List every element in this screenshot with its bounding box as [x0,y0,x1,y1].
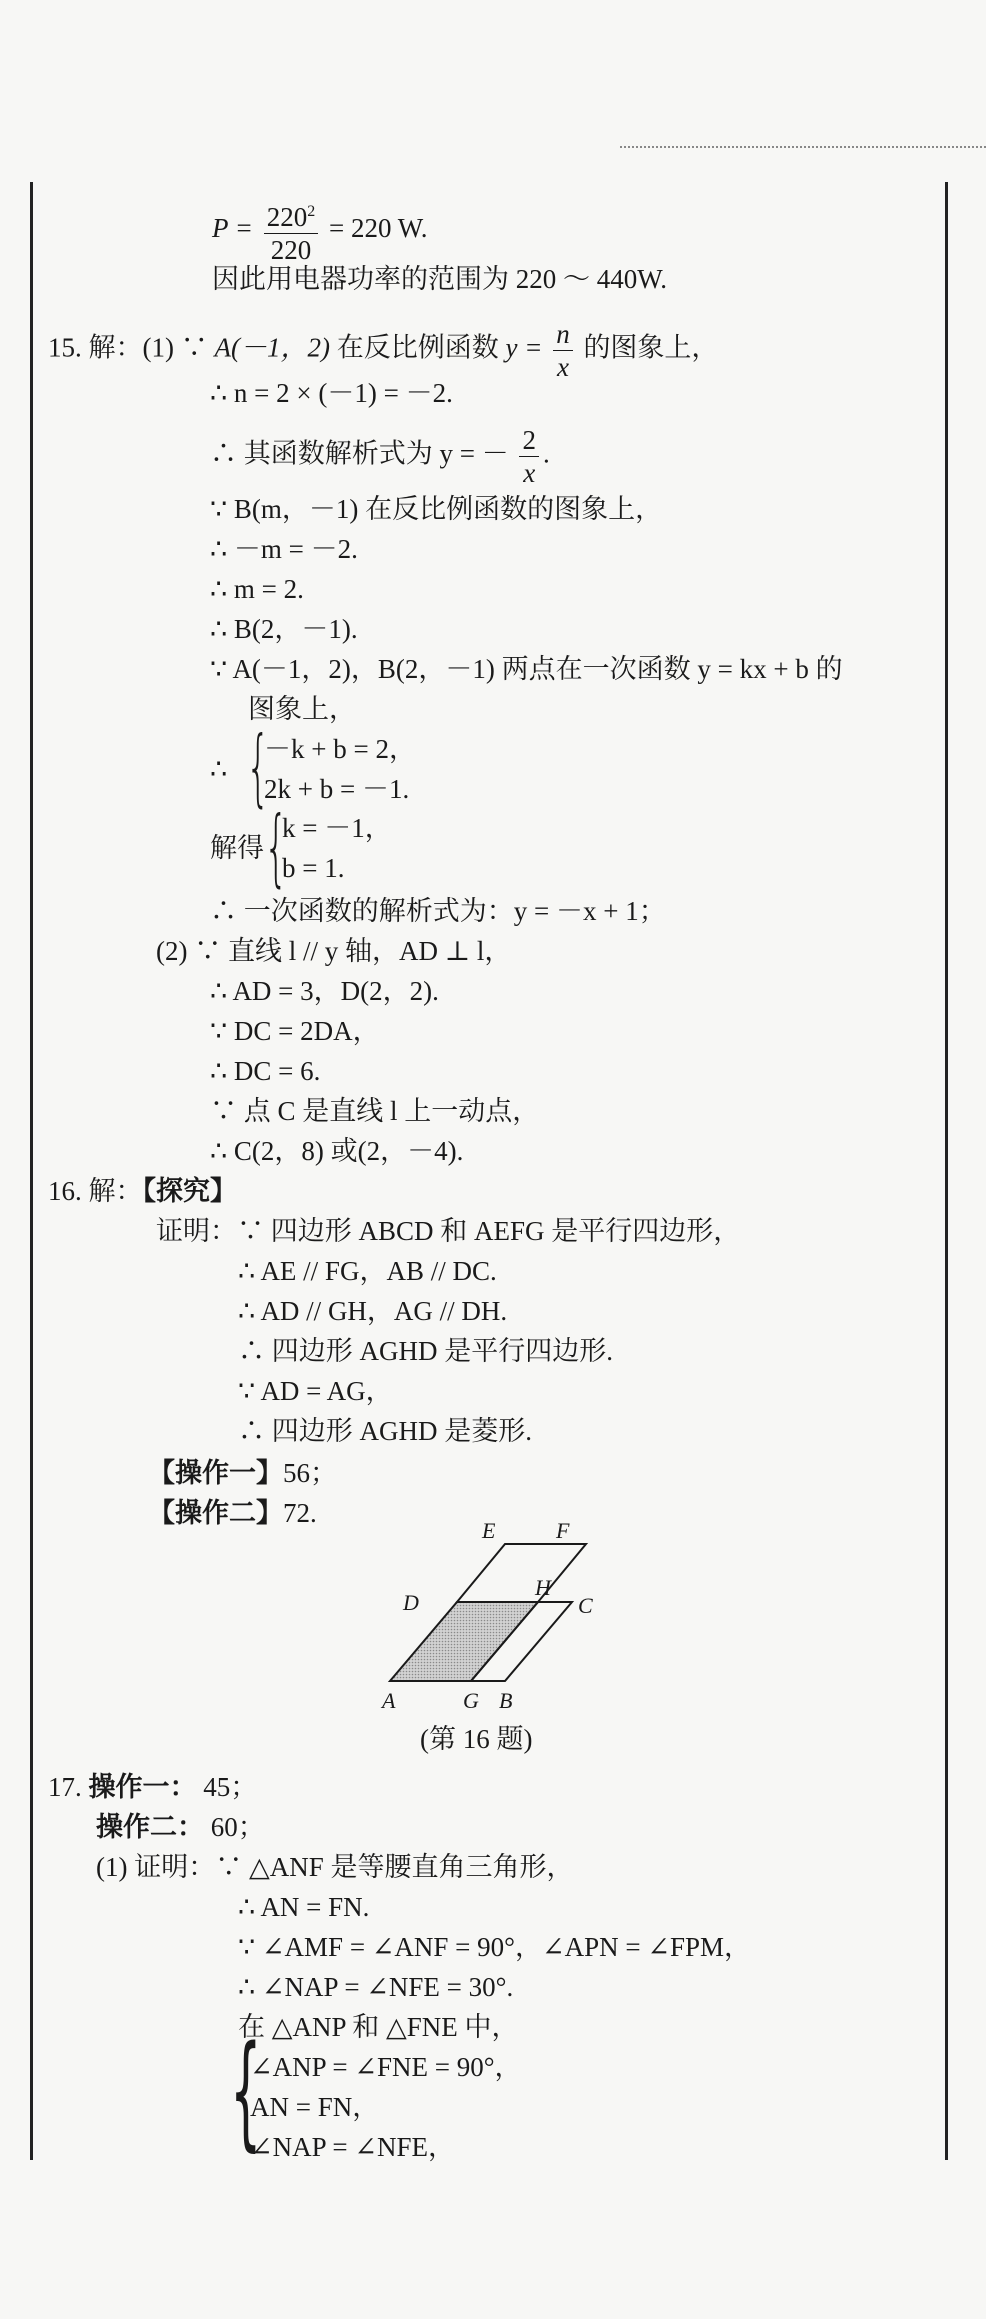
system2-eq2: b = 1. [282,853,345,883]
system2-eq1: k = －1， [282,813,392,843]
parallelogram-aefg-top [457,1544,586,1602]
label-f: F [556,1520,570,1543]
q15-line-b-point: ∴ B(2，－1). [210,614,358,644]
q17-op1: 17. 操作一： 45； [48,1772,258,1803]
q15-linear-result: ∴ 一次函数的解析式为：y = －x + 1； [210,896,666,926]
power-rhs: = 220 W. [328,213,428,244]
right-margin-rule [945,182,948,2160]
two-over-x-fraction: $\frac{2}{x}$ [519,424,539,489]
q15-line-inverse-eq: ∴ 其函数解析式为 y = － $\frac{2}{x}$ . [210,425,550,488]
q16-proof-head: 证明：∵ 四边形 ABCD 和 AEFG 是平行四边形， [156,1216,741,1246]
q15-line-m: ∴ m = 2. [210,574,304,604]
label-a: A [382,1688,396,1713]
power-fraction [264,196,319,266]
q15-part2-l4: ∴ DC = 6. [210,1056,321,1086]
label-h: H [535,1575,551,1600]
q15-heading: 15. 解：(1) ∵ A(－1，2) 在反比例函数 y = $\frac{n}{x}$ 的图象上， [48,319,719,382]
q17-l4: ∴ ∠NAP = ∠NFE = 30°. [238,1972,514,2002]
q15-part2-l5: ∵ 点 C 是直线 l 上一动点， [210,1096,540,1126]
q15-part2-l2: ∴ AD = 3，D(2，2). [210,976,439,1006]
q15-line-m-eq: ∴ －m = －2. [210,534,358,564]
q16-op1: 【操作一】56； [148,1458,337,1489]
q15-solve-label: 解得 [210,833,264,863]
q16-heading: 16. 解：【探究】 [48,1176,237,1207]
label-d: D [403,1590,419,1615]
power-denominator: 220 [270,235,312,265]
power-exponent: 2 [307,203,316,220]
q17-sys-eq3: ∠NAP = ∠NFE， [250,2132,455,2162]
system-brace-1: { [246,718,271,816]
header-rule [620,146,986,148]
label-b: B [499,1688,513,1713]
q16-l3: ∴ AD // GH，AG // DH. [238,1296,508,1326]
system1-eq2: 2k + b = －1. [264,774,410,804]
power-formula [212,196,427,266]
label-g: G [463,1688,479,1713]
q16-explore-tag: 【探究】 [142,1176,237,1207]
q15-line-b-on-graph: ∵ B(m，－1) 在反比例函数的图象上， [210,494,663,524]
q17-l1: (1) 证明：∵ △ANF 是等腰直角三角形， [96,1852,574,1882]
power-range-line: 因此用电器功率的范围为 220 ～ 440W. [212,264,668,294]
q15-part2-l6: ∴ C(2，8) 或(2，－4). [210,1136,464,1166]
parallelogram-figure [360,1520,620,1720]
system-brace-2: { [264,798,289,896]
label-e: E [482,1520,496,1543]
label-c: C [578,1593,593,1618]
q15-therefore-system: ∴ [210,754,228,784]
q16-op2: 【操作二】72. [148,1498,317,1529]
q17-sys-eq2: AN = FN， [250,2092,380,2122]
q16-l4: ∴ 四边形 AGHD 是平行四边形. [238,1336,613,1366]
q16-l2: ∴ AE // FG，AB // DC. [238,1256,497,1286]
q15-line-graph-cont: 图象上， [248,694,356,724]
q17-op2: 操作二： 60； [96,1812,265,1843]
q15-line-linear: ∵ A(－1，2)，B(2，－1) 两点在一次函数 y = kx + b 的 [210,654,843,684]
system1-eq1: －k + b = 2， [264,734,416,764]
left-margin-rule [30,182,33,2160]
n-over-x-fraction: $\frac{n}{x}$ [553,318,573,383]
q17-sys-eq1: ∠ANP = ∠FNE = 90°， [250,2052,522,2082]
q16-l5: ∵ AD = AG， [238,1376,393,1406]
q15-part2-l3: ∵ DC = 2DA， [210,1016,380,1046]
q15-line-n: ∴ n = 2 × (－1) = －2. [210,378,453,408]
system-brace-3: { [230,2020,262,2164]
q17-l2: ∴ AN = FN. [238,1892,370,1922]
q16-l6: ∴ 四边形 AGHD 是菱形. [238,1416,532,1446]
q17-l3: ∵ ∠AMF = ∠ANF = 90°，∠APN = ∠FPM， [238,1932,751,1962]
power-lhs: P = [212,213,253,244]
q15-part2-head: (2) ∵ 直线 l // y 轴，AD ⊥ l， [156,936,512,966]
q17-l5: 在 △ANP 和 △FNE 中， [238,2012,519,2042]
power-numerator: 220 [266,202,308,232]
figure-caption: (第 16 题) [420,1724,533,1754]
